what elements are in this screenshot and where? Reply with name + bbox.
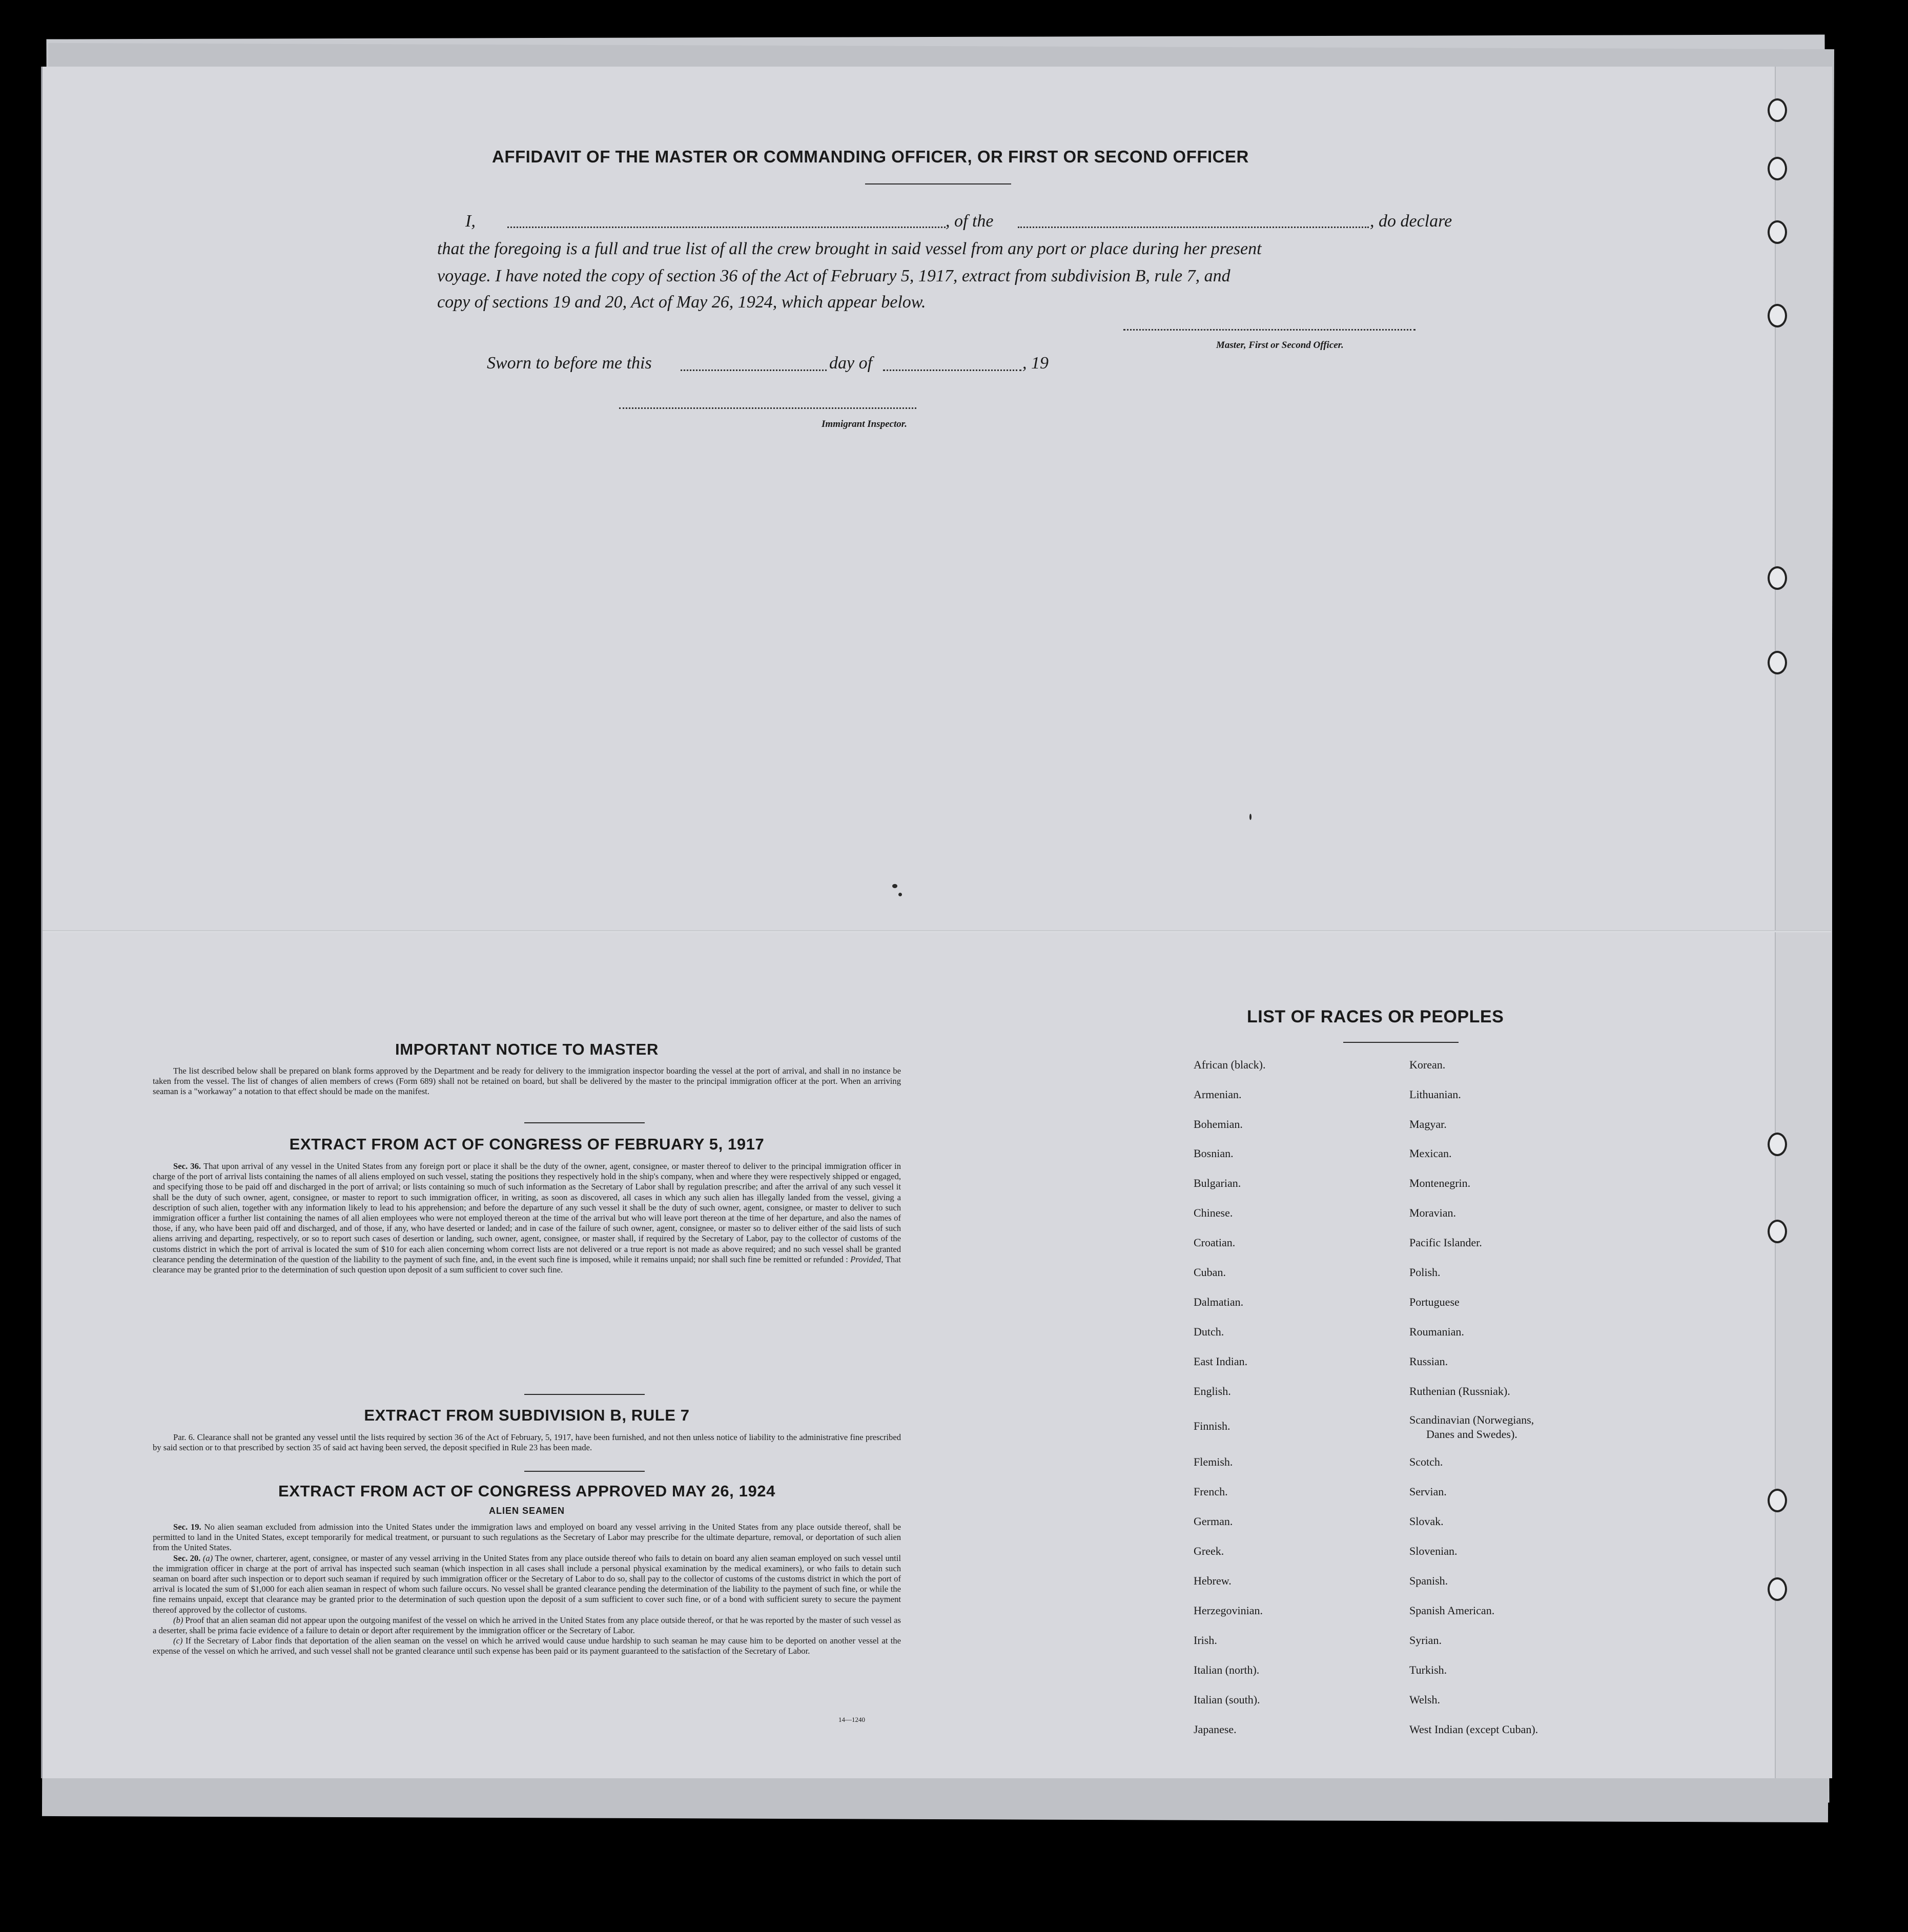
race-item: Montenegrin. — [1409, 1177, 1471, 1189]
race-item: Armenian. — [1194, 1088, 1242, 1101]
race-item: Turkish. — [1409, 1663, 1447, 1676]
punch-hole-icon — [1768, 1220, 1787, 1243]
race-item: Finnish. — [1194, 1420, 1230, 1432]
sec-19-label: Sec. 19. — [173, 1522, 201, 1532]
section-rule — [524, 1122, 645, 1123]
extract-rule7-body — [153, 1432, 901, 1453]
affidavit-line1-of: , of the — [946, 212, 994, 231]
race-item: German. — [1194, 1515, 1233, 1528]
race-item: Mexican. — [1409, 1147, 1452, 1160]
sec-20b-paragraph — [153, 1615, 901, 1636]
race-item: French. — [1194, 1485, 1228, 1498]
inspector-signature-blank[interactable] — [619, 407, 916, 409]
section-rule — [524, 1394, 645, 1395]
punch-hole-icon — [1768, 220, 1787, 244]
race-item: Greek. — [1194, 1545, 1224, 1557]
document-page — [41, 67, 1831, 1778]
rule7-text: Par. 6. Clearance shall not be granted any vessel until the lists required by section 36 of the Act of February, 5, 1917, have been furnished, and not then unless notice of liability to the administrative fine prescribed by said section or to that prescribed by section 35 of said act having been served, the deposit specified in Rule 23 has been made. — [153, 1432, 901, 1453]
race-item: West Indian (except Cuban). — [1409, 1723, 1538, 1736]
race-item: Portuguese — [1409, 1296, 1460, 1308]
scan-artifact — [898, 893, 902, 896]
name-blank[interactable] — [507, 227, 946, 228]
sec-20c-text: If the Secretary of Labor finds that deportation of the alien seaman on the vessel on which he arrived would cause undue hardship to such seaman he may cause him to be deported on another vessel at the expense of the vessel on which he arrived, and such vessel shall not be granted clearance until such expense has been paid or its payment guaranteed to the satisfaction of the Secretary of Labor. — [153, 1636, 901, 1656]
race-item: Syrian. — [1409, 1634, 1442, 1647]
sec-20c-paragraph — [153, 1636, 901, 1656]
race-item-continued: Danes and Swedes). — [1426, 1428, 1517, 1441]
affidavit-line1-declare: , do declare — [1370, 212, 1452, 231]
race-item: Bohemian. — [1194, 1118, 1243, 1131]
race-item: African (black). — [1194, 1058, 1266, 1071]
inspector-label: Immigrant Inspector. — [822, 419, 907, 429]
vessel-blank[interactable] — [1018, 227, 1369, 228]
race-item: Servian. — [1409, 1485, 1447, 1498]
scan-artifact — [892, 884, 897, 888]
sec-20a-text: The owner, charterer, agent, consignee, or master of any vessel arriving in the United States from any place outside thereof who fails to detain on board any alien seaman employed on such vessel until the immigration officer in charge at the port of arrival has inspected such seaman (which inspection in all cases shall include a personal physical examination by the medical examiners), or who fails to detain such seaman on board after such inspection or to deport such seaman if required by such immigration officer or the Secretary of Labor to do so, shall pay to the collector of customs of the customs district in which the port of arrival is located the sum of $1,000 for each alien seaman in respect of whom such failure occurs. No vessel shall be granted clearance pending the determination of the liability to the payment of such fine, or while the fine remains unpaid, except that clearance may be granted prior to the determination of such question upon the deposit of a sum sufficient to cover such fine, or of a bond with sufficient surety to secure the payment thereof approved by the collector of customs. — [153, 1553, 901, 1615]
race-item: Italian (south). — [1194, 1693, 1260, 1706]
affidavit-line2: that the foregoing is a full and true list of all the crew brought in said vessel from any port or place during her present — [437, 239, 1262, 258]
notice-body — [153, 1066, 901, 1097]
master-signature-blank[interactable] — [1123, 329, 1415, 331]
sec-20a-paragraph — [153, 1553, 901, 1615]
punch-hole-icon — [1768, 304, 1787, 327]
affidavit-title: AFFIDAVIT OF THE MASTER OR COMMANDING OFFICER, OR FIRST OR SECOND OFFICER — [492, 147, 1249, 166]
sec-20b-text: Proof that an alien seaman did not appear upon the outgoing manifest of the vessel on which he arrived in the United States from any place outside thereof, or that he was reported by the master of such vessel as a deserter, shall be prima facie evidence of a failure to detain or deport after requirement by the immigration officer or the Secretary of Labor. — [153, 1615, 901, 1636]
sec-36-text: That upon arrival of any vessel in the United States from any foreign port or place it shall be the duty of the owner, agent, consignee, or master thereof to deliver to the principal immigration officer in charge of the port of arrival lists containing the names of all aliens employed on such vessel, stating the positions they respectively hold in the ship's company, when and where they were respectively shipped or engaged, and specifying those to be paid off and discharged in the port of arrival; or lists containing so much of such information as the Secretary of Labor shall by regulation prescribe; and after the arrival of any such vessel it shall be the duty of such owner, agent, consignee, or master to report to such immigration officer, in writing, as soon as discovered, all cases in which any such alien has illegally landed from the vessel, giving a description of such alien, together with any information likely to lead to his apprehension; and before the departure of any such vessel it shall be the duty of such owner, agent, consignee, or master to deliver to such immigration officer a further list containing the names of all alien employees who were not employed thereon at the time of the arrival but who will leave port thereon at the time of her departure, and also the names of those, if any, who have been paid off and discharged, and of those, if any, who have deserted or landed; and in case of the failure of such owner, agent, consignee, or master so to deliver either of the said lists of such aliens arriving and departing, respectively, or so to report such cases of desertion or landing, such owner, agent, consignee, or master shall, if required by the Secretary of Labor, pay to the collector of customs of the customs district in which the port of arrival is located the sum of $10 for each alien concerning whom correct lists are not delivered or a true report is not made as above required; and no such vessel shall be granted clearance pending the determination of the question of the liability to the payment of such fine, and, in the event such fine is imposed, while it remains unpaid; nor shall such fine be remitted or refunded : — [153, 1161, 901, 1264]
notice-title: IMPORTANT NOTICE TO MASTER — [395, 1040, 659, 1058]
sec-20c-label: (c) — [173, 1636, 183, 1646]
punch-hole-icon — [1768, 1489, 1787, 1512]
race-item: Ruthenian (Russniak). — [1409, 1385, 1510, 1397]
proviso-text: That clearance may be granted prior to the determination of such question upon deposit of a sum sufficient to cover such fine. — [153, 1254, 901, 1275]
extract-1917-body — [153, 1161, 901, 1275]
notice-body-text: The list described below shall be prepared on blank forms approved by the Department and be ready for delivery to the immigration inspector boarding the vessel at the port of arrival, and shall in no instance be taken from the vessel. The list of changes of alien members of crews (Form 689) shall not be retained on board, but shall be delivered by the master to the principal immigration officer at the port. When an arriving seaman is a "workaway" a notation to that effect should be made on the manifest. — [153, 1066, 901, 1097]
proviso-label: Provided, — [850, 1254, 884, 1264]
race-item: Croatian. — [1194, 1236, 1236, 1249]
sworn-month-blank[interactable] — [883, 369, 1021, 371]
race-item: Russian. — [1409, 1355, 1448, 1368]
race-item: Japanese. — [1194, 1723, 1237, 1736]
race-item: Welsh. — [1409, 1693, 1440, 1706]
race-item: Pacific Islander. — [1409, 1236, 1482, 1249]
race-item: East Indian. — [1194, 1355, 1248, 1368]
sec-20-label: Sec. 20. — [173, 1553, 201, 1563]
race-item: Moravian. — [1409, 1206, 1456, 1219]
sec-36-label: Sec. 36. — [173, 1161, 201, 1171]
punch-hole-icon — [1768, 98, 1787, 122]
affidavit-line1-i: I, — [465, 212, 476, 231]
race-item: Irish. — [1194, 1634, 1217, 1647]
race-item: Scandinavian (Norwegians, — [1409, 1413, 1534, 1426]
race-item: Dutch. — [1194, 1325, 1224, 1338]
punch-hole-icon — [1768, 1577, 1787, 1601]
sworn-day-blank[interactable] — [681, 369, 827, 371]
race-item: Italian (north). — [1194, 1663, 1260, 1676]
race-item: Bulgarian. — [1194, 1177, 1241, 1189]
race-item: Flemish. — [1194, 1455, 1233, 1468]
page-fold — [43, 930, 1831, 932]
punch-hole-icon — [1768, 566, 1787, 590]
sworn-year-label: , 19 — [1022, 354, 1049, 373]
races-title: LIST OF RACES OR PEOPLES — [1247, 1007, 1504, 1026]
sec-20a-label: (a) — [202, 1553, 213, 1563]
master-signature-label: Master, First or Second Officer. — [1216, 340, 1344, 351]
race-item: Lithuanian. — [1409, 1088, 1461, 1101]
race-item: Herzegovinian. — [1194, 1604, 1263, 1617]
race-item: Magyar. — [1409, 1118, 1447, 1131]
scan-artifact — [1249, 814, 1252, 820]
extract-1917-title: EXTRACT FROM ACT OF CONGRESS OF FEBRUARY 5, 1917 — [289, 1135, 765, 1153]
race-item: Hebrew. — [1194, 1574, 1232, 1587]
form-number: 14—1240 — [838, 1716, 865, 1723]
punch-hole-icon — [1768, 1133, 1787, 1156]
race-item: Scotch. — [1409, 1455, 1443, 1468]
sworn-prefix: Sworn to before me this — [487, 354, 652, 373]
extract-1924-title: EXTRACT FROM ACT OF CONGRESS APPROVED MAY 26, 1924 — [278, 1482, 775, 1500]
race-item: Slovak. — [1409, 1515, 1444, 1528]
race-item: English. — [1194, 1385, 1231, 1397]
sworn-day-label: day of — [829, 354, 873, 373]
extract-1924-body — [153, 1522, 901, 1657]
sec-20b-label: (b) — [173, 1615, 183, 1625]
extract-rule7-title: EXTRACT FROM SUBDIVISION B, RULE 7 — [364, 1406, 690, 1424]
race-item: Cuban. — [1194, 1266, 1226, 1279]
race-item: Slovenian. — [1409, 1545, 1458, 1557]
sec-19-paragraph — [153, 1522, 901, 1553]
affidavit-line3: voyage. I have noted the copy of section 36 of the Act of February 5, 1917, extract from subdivision B, rule 7, and — [437, 266, 1230, 285]
section-rule — [524, 1471, 645, 1472]
sec-19-text: No alien seaman excluded from admission into the United States under the immigration laws and employed on board any vessel arriving in the United States from any place outside thereof, shall be permitted to land in the United States, except temporarily for medical treatment, or pursuant to such regulations as the Secretary of Labor may prescribe for the ultimate departure, removal, or deportation of such alien from the United States. — [153, 1522, 901, 1553]
affidavit-line4: copy of sections 19 and 20, Act of May 26, 1924, which appear below. — [437, 293, 926, 312]
race-item: Spanish. — [1409, 1574, 1448, 1587]
alien-seamen-subtitle: ALIEN SEAMEN — [488, 1506, 565, 1516]
punch-hole-icon — [1768, 157, 1787, 180]
title-rule — [865, 183, 1011, 184]
race-item: Polish. — [1409, 1266, 1441, 1279]
race-item: Korean. — [1409, 1058, 1446, 1071]
race-item: Spanish American. — [1409, 1604, 1495, 1617]
race-item: Bosnian. — [1194, 1147, 1234, 1160]
races-title-rule — [1343, 1042, 1459, 1043]
race-item: Dalmatian. — [1194, 1296, 1244, 1308]
race-item: Chinese. — [1194, 1206, 1233, 1219]
punch-hole-icon — [1768, 651, 1787, 674]
race-item: Roumanian. — [1409, 1325, 1464, 1338]
